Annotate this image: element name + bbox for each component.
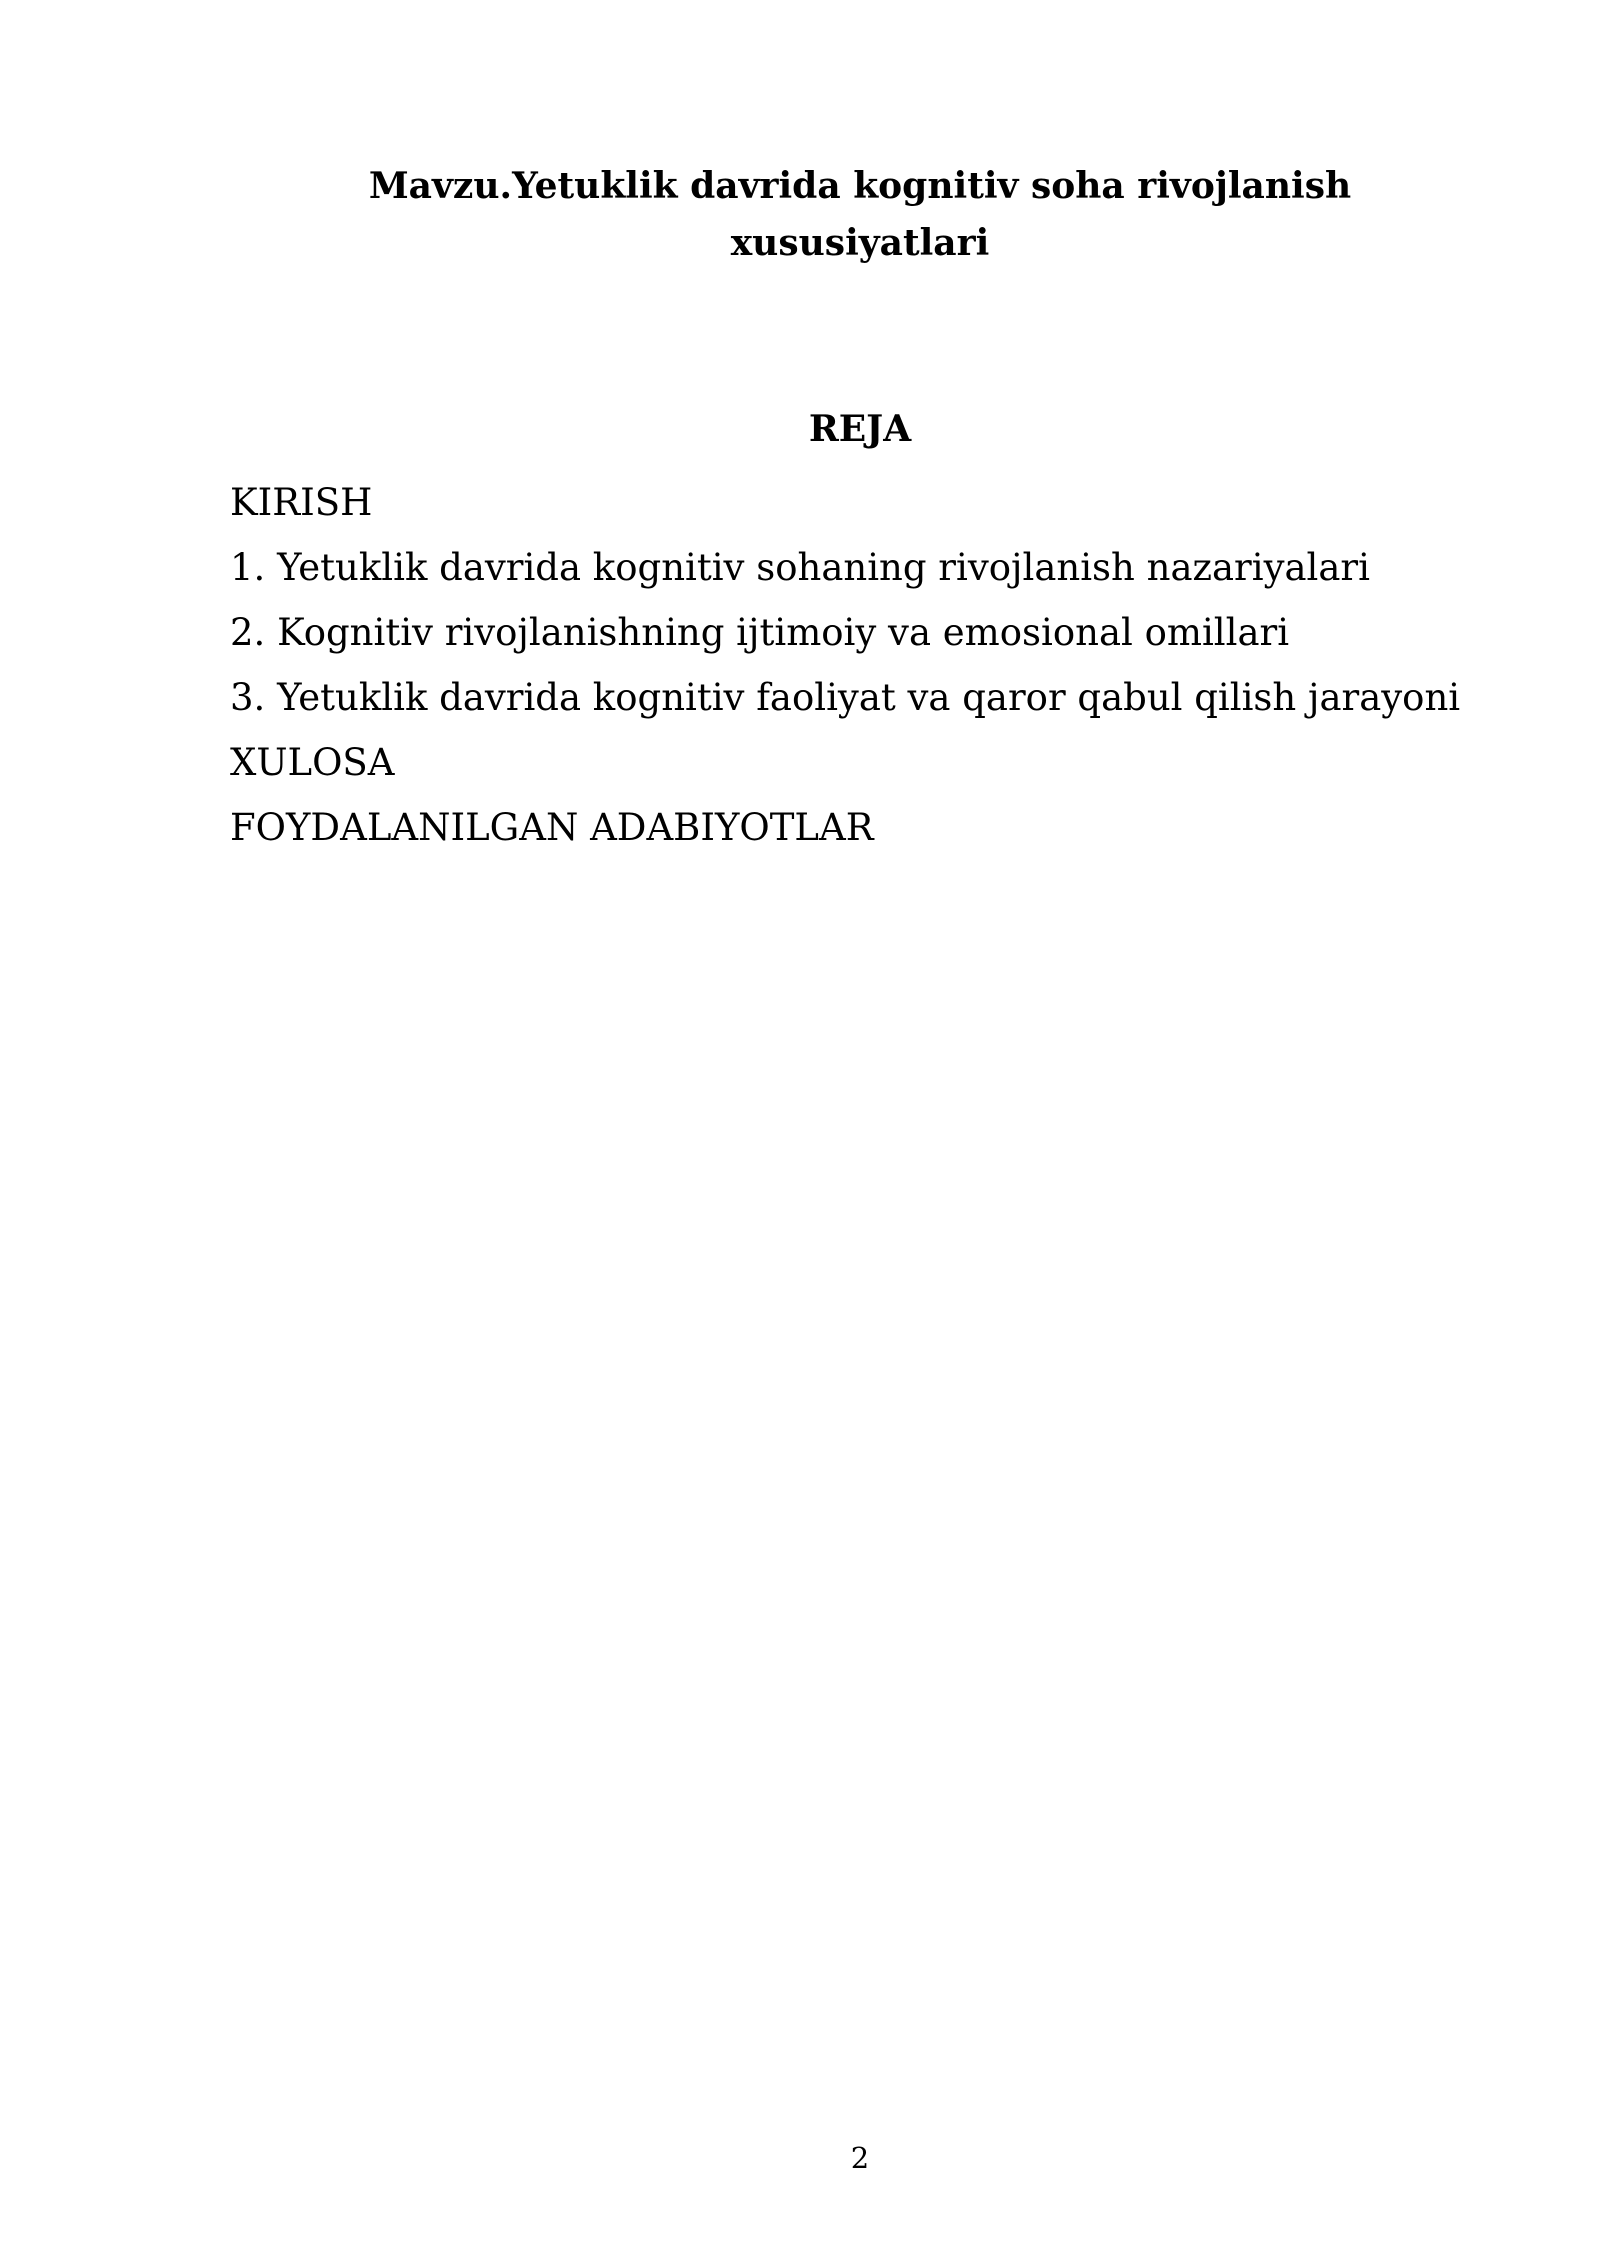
plan-item-references: FOYDALANILGAN ADABIYOTLAR — [230, 806, 874, 849]
plan-item-1: 1. Yetuklik davrida kognitiv sohaning rivojlanish nazariyalari — [230, 546, 1370, 589]
plan-item-2: 2. Kognitiv rivojlanishning ijtimoiy va emosional omillari — [230, 611, 1290, 654]
plan-item-3: 3. Yetuklik davrida kognitiv faoliyat va qaror qabul qilish jarayoni — [230, 676, 1461, 719]
page-number: 2 — [850, 2141, 870, 2175]
plan-item-conclusion: XULOSA — [230, 741, 395, 784]
plan-list — [230, 470, 1530, 860]
plan-heading: REJA — [808, 408, 912, 450]
plan-item-introduction: KIRISH — [230, 481, 373, 524]
document-title — [230, 158, 1490, 272]
title-line-1: Mavzu.Yetuklik davrida kognitiv soha rivojlanish — [368, 165, 1352, 207]
title-line-2: xususiyatlari — [730, 222, 990, 264]
